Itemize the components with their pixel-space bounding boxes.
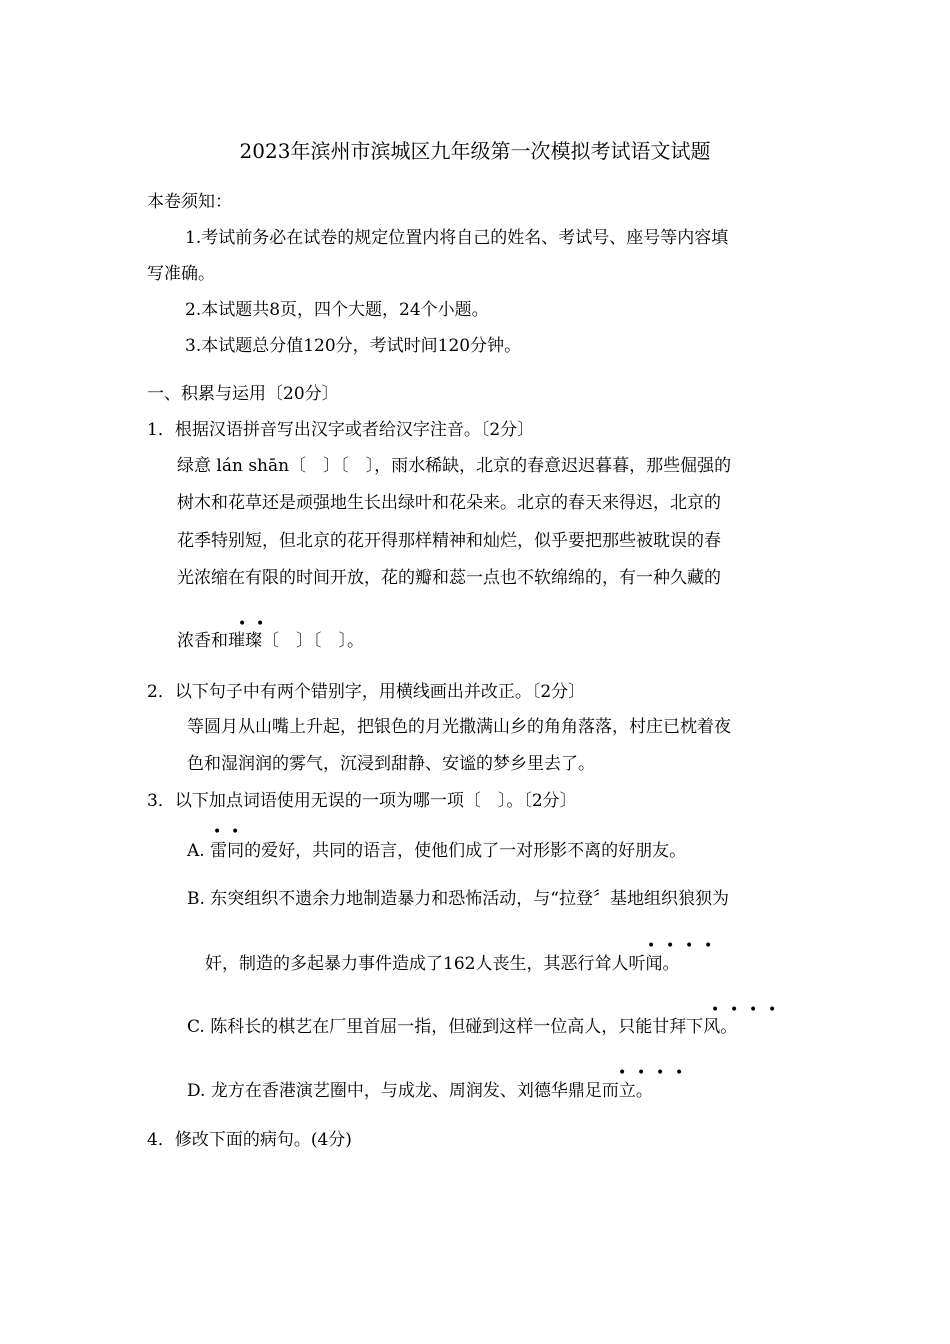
emphasis-dot: • [238, 616, 247, 632]
question-2-line: 色和湿润润的雾气，沉浸到甜静、安谧的梦乡里去了。 [187, 754, 595, 774]
question-1-line: 浓香和璀璨〔 〕〔 〕。 [177, 631, 364, 651]
section-heading: 一、积累与运用〔20分〕 [147, 384, 339, 404]
option-b: B. 东突组织不遗余力地制造暴力和恐怖活动，与“拉登〞基地组织狼狈为 [187, 889, 729, 909]
question-1-line: 绿意 lán shān〔 〕〔 〕，雨水稀缺，北京的春意迟迟暮暮，那些倔强的 [177, 456, 732, 476]
emphasis-dot: • [711, 1002, 720, 1018]
notice-item: 写准确。 [147, 264, 215, 284]
question-3-stem: 3．以下加点词语使用无误的一项为哪一项〔 〕。〔2分〕 [147, 791, 577, 811]
option-c: C. 陈科长的棋艺在厂里首屈一指，但碰到这样一位高人，只能甘拜下风。 [187, 1017, 738, 1037]
notice-item: 1.考试前务必在试卷的规定位置内将自己的姓名、考试号、座号等内容填 [185, 228, 729, 248]
question-1-line: 树木和花草还是顽强地生长出绿叶和花朵来。北京的春天来得迟，北京的 [177, 493, 721, 513]
emphasis-dot: • [256, 616, 265, 632]
option-a: A. 雷同的爱好，共同的语言，使他们成了一对形影不离的好朋友。 [187, 841, 687, 861]
emphasis-dot: • [685, 938, 694, 954]
emphasis-dot: • [637, 1065, 646, 1081]
page-title: 2023年滨州市滨城区九年级第一次模拟考试语文试题 [239, 139, 711, 163]
emphasis-dot: • [704, 938, 713, 954]
emphasis-dot: • [647, 938, 656, 954]
question-4-stem: 4．修改下面的病句。(4分) [147, 1130, 352, 1150]
question-1-stem: 1．根据汉语拼音写出汉字或者给汉字注音。〔2分〕 [147, 420, 535, 440]
notice-heading: 本卷须知： [147, 192, 232, 212]
question-2-stem: 2．以下句子中有两个错别字，用横线画出并改正。〔2分〕 [147, 682, 586, 702]
question-1-line: 花季特别短，但北京的花开得那样精神和灿烂，似乎要把那些被耽误的春 [177, 531, 721, 551]
emphasis-dot: • [749, 1002, 758, 1018]
option-b-continued: 奸，制造的多起暴力事件造成了162人丧生，其恶行耸人听闻。 [205, 954, 680, 974]
emphasis-dot: • [730, 1002, 739, 1018]
emphasis-dot: • [768, 1002, 777, 1018]
notice-item: 2.本试题共8页，四个大题，24个小题。 [185, 300, 489, 320]
emphasis-dot: • [213, 824, 222, 840]
option-d: D. 龙方在香港演艺圈中，与成龙、周润发、刘德华鼎足而立。 [187, 1081, 653, 1101]
question-2-line: 等圆月从山嘴上升起，把银色的月光撒满山乡的角角落落，村庄已枕着夜 [187, 717, 731, 737]
emphasis-dot: • [618, 1065, 627, 1081]
emphasis-dot: • [656, 1065, 665, 1081]
emphasis-dot: • [675, 1065, 684, 1081]
notice-item: 3.本试题总分值120分，考试时间120分钟。 [185, 336, 522, 356]
question-1-line: 光浓缩在有限的时间开放，花的瓣和蕊一点也不软绵绵的，有一种久藏的 [177, 568, 721, 588]
emphasis-dot: • [231, 824, 240, 840]
emphasis-dot: • [666, 938, 675, 954]
